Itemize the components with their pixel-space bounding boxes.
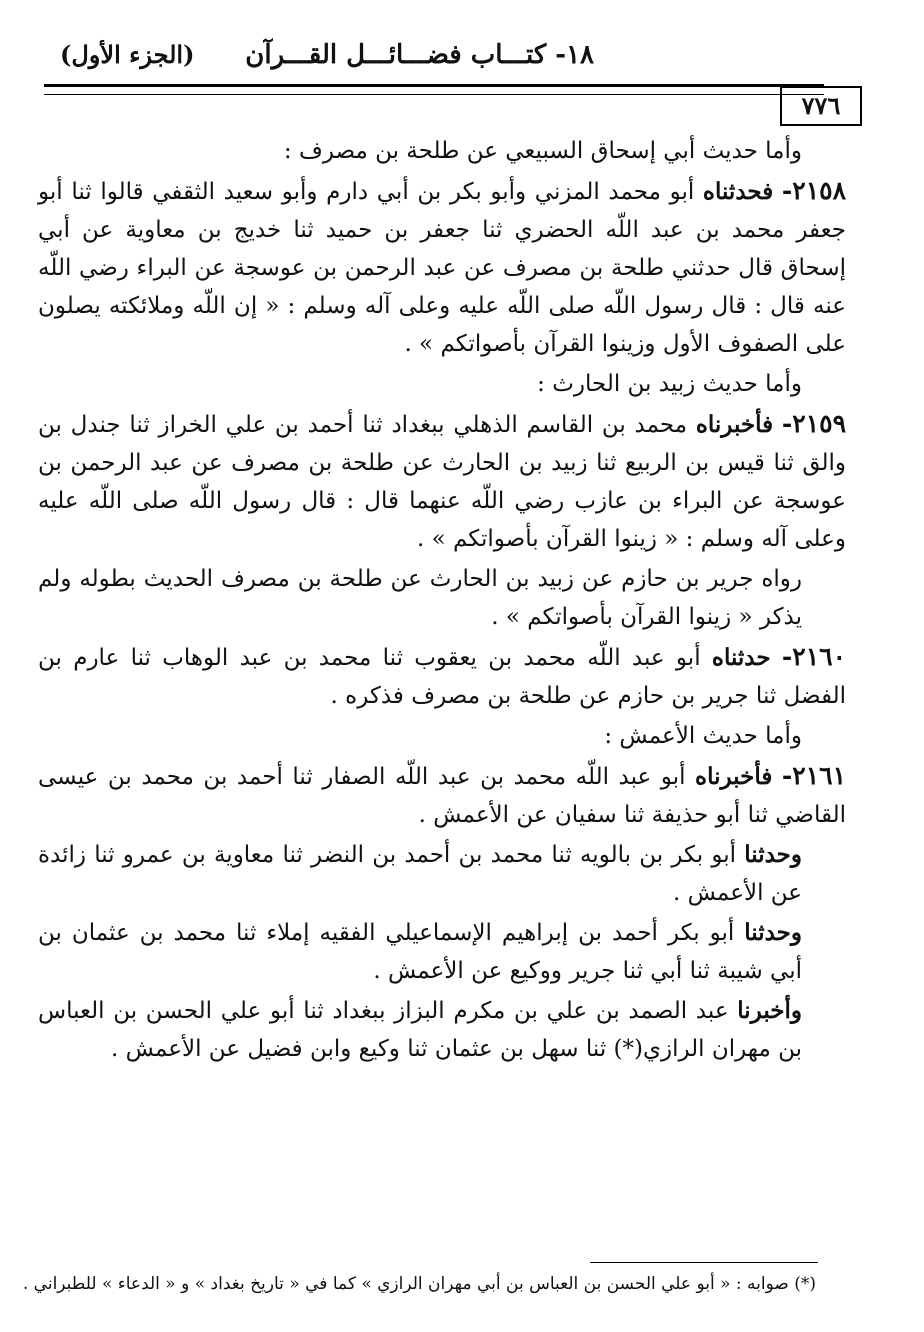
part-label: (الجزء الأول) [60, 40, 195, 69]
hadith-number: ٢١٥٨- [781, 176, 847, 205]
chain-text: أبو بكر أحمد بن إبراهيم الإسماعيلي الفقيه إملاء ثنا محمد بن عثمان بن أبي شيبة ثنا أبي ثنا جرير ووكيع عن الأعمش . [38, 920, 802, 984]
hadith-number: ٢١٥٩- [781, 409, 847, 438]
chain-paragraph [38, 914, 846, 990]
chain-paragraph [38, 992, 846, 1068]
section-heading: وأما حديث أبي إسحاق السبيعي عن طلحة بن مصرف : [283, 138, 802, 164]
running-header [0, 40, 924, 80]
chain-paragraph [38, 836, 846, 912]
chain-keyword: وحدثنا [744, 841, 802, 868]
hadith-text: أبو عبد اللّه محمد بن عبد اللّه الصفار ثنا أحمد بن محمد بن عيسى القاضي ثنا أبو حذيفة ثنا سفيان عن الأعمش . [38, 764, 846, 828]
chain-text: أبو بكر بن بالويه ثنا محمد بن أحمد بن النضر ثنا معاوية بن عمرو ثنا زائدة عن الأعمش . [38, 842, 802, 906]
hadith-paragraph [38, 638, 846, 715]
hadith-keyword: حدثناه [711, 644, 771, 671]
main-text [38, 132, 846, 1070]
hadith-keyword: فأخبرناه [695, 411, 774, 438]
hadith-text: أبو محمد المزني وأبو بكر بن أبي دارم وأبو سعيد الثقفي قالوا ثنا أبو جعفر محمد بن عبد اللّه الحضري ثنا جعفر بن حميد ثنا خديج بن معاوية عن أبي إسحاق قال حدثني طلحة بن مصرف عن عبد الرحمن بن عوسجة عن البراء رضي اللّه عنه قال : قال رسول اللّه صلى اللّه عليه وعلى آله وسلم : « إن اللّه وملائكته يصلون على الصفوف الأول وزينوا القرآن بأصواتكم » . [38, 179, 846, 357]
section-heading: وأما حديث زبيد بن الحارث : [537, 371, 802, 397]
hadith-text: محمد بن القاسم الذهلي ببغداد ثنا أحمد بن علي الخراز ثنا جندل بن والق ثنا قيس بن الربيع ثنا زبيد بن الحارث عن طلحة بن مصرف عن عبد الرحمن بن عوسجة عن البراء بن عازب رضي اللّه عنهما قال : قال رسول اللّه صلى اللّه عليه وعلى آله وسلم : « زينوا القرآن بأصواتكم » . [38, 412, 846, 552]
footnote-rule [590, 1262, 818, 1263]
section-heading: وأما حديث الأعمش : [604, 723, 802, 749]
hadith-number: ٢١٦٠- [781, 642, 846, 671]
chapter-title: ١٨- كتـــاب فضـــائـــل القـــرآن [245, 40, 594, 70]
chain-keyword: وحدثنا [744, 919, 802, 946]
footnote: (*) صوابه : « أبو علي الحسن بن العباس بن أبي مهران الرازي » كما في « تاريخ بغداد » و « الدعاء » للطبراني . [22, 1274, 816, 1294]
hadith-paragraph [38, 172, 846, 363]
chain-text: عبد الصمد بن علي بن مكرم البزاز ببغداد ثنا أبو علي الحسن بن العباس بن مهران الرازي(*) ثنا سهل بن عثمان ثنا وكيع وابن فضيل عن الأعمش . [38, 998, 802, 1062]
commentary-paragraph: رواه جرير بن حازم عن زبيد بن الحارث عن طلحة بن مصرف الحديث بطوله ولم يذكر « زينوا القرآن بأصواتكم » . [38, 566, 802, 630]
header-rule-thin [44, 94, 824, 95]
hadith-number: ٢١٦١- [781, 761, 846, 790]
hadith-keyword: فحدثناه [702, 178, 774, 205]
header-rule-thick [44, 84, 824, 87]
hadith-keyword: فأخبرناه [695, 763, 773, 790]
hadith-text: أبو عبد اللّه محمد بن يعقوب ثنا محمد بن عبد الوهاب ثنا عارم بن الفضل ثنا جرير بن حازم عن طلحة بن مصرف فذكره . [38, 645, 846, 709]
page-number: ٧٧٦ [780, 86, 862, 126]
hadith-paragraph [38, 757, 846, 834]
hadith-paragraph [38, 405, 846, 558]
chain-keyword: وأخبرنا [737, 997, 802, 1024]
